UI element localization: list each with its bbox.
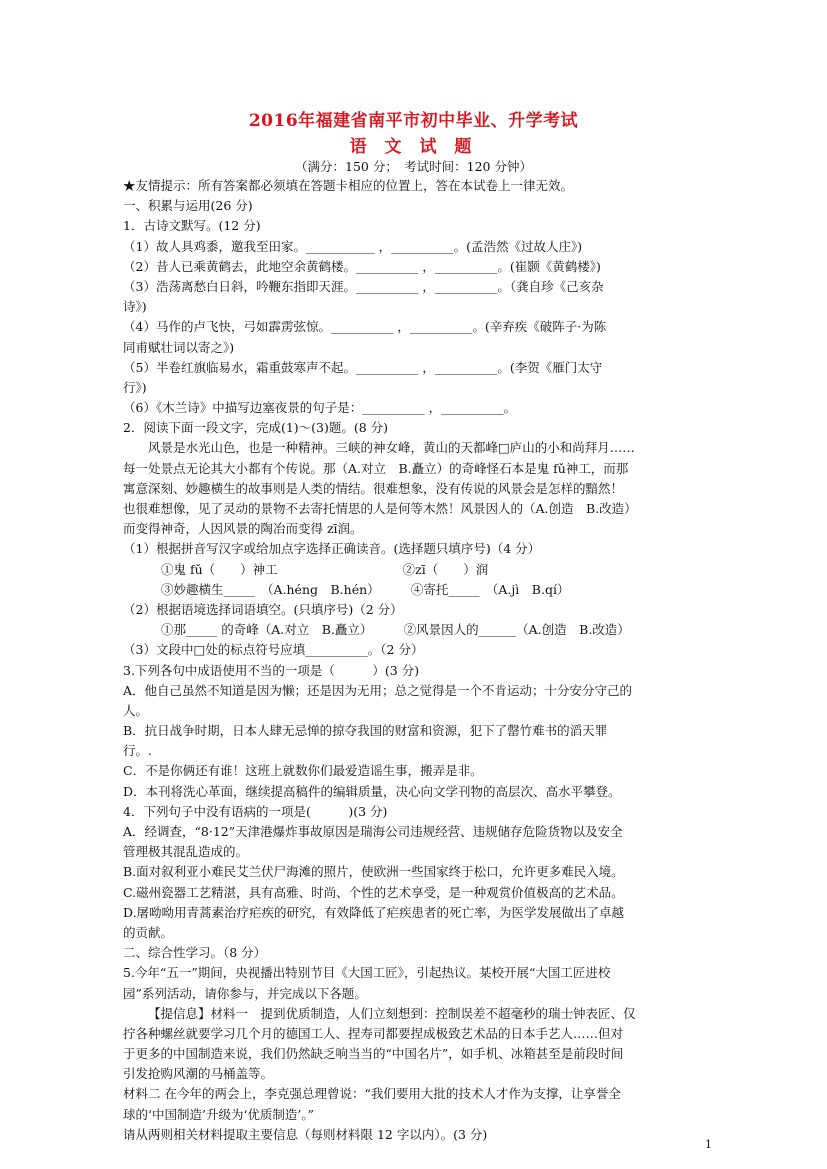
question-line: （1）根据拼音写汉字或给加点字选择正确读音。(选择题只填序号)（4 分） <box>123 541 541 557</box>
material-line: 材料二 在今年的两会上，李克强总理曾说：“我们要用大批的技术人才作为支撑，让享誉全 <box>123 1086 621 1102</box>
option-line: D．本刊将洗心革面，继续提高稿件的编辑质量，决心向文学刊物的高层次、高水平攀登。 <box>123 783 621 799</box>
tip-line: ★友情提示：所有答案都必须填在答题卡相应的位置上，答在本试卷上一律无效。 <box>123 178 574 193</box>
question-line: （3）浩荡离愁白日斜，吟鞭东指即天涯。__________ ，__________。（龚自珍《己亥杂 <box>123 278 604 294</box>
option-line: B．抗日战争时期，日本人肆无忌惮的掠夺我国的财富和资源，犯下了罄竹难书的滔天罪 <box>123 723 608 739</box>
option-line: 人。 <box>123 702 149 718</box>
question-line: （6）《木兰诗》中描写边塞夜景的句子是：__________ ，__________。 <box>123 400 517 416</box>
material-line: 【提信息】材料一 提到优质制造，人们立刻想到：控制误差不超毫秒的瑞士钟表匠、仅 <box>148 1005 636 1021</box>
question-line: 请从两则相关材料提取主要信息（每则材料限 12 字以内）。(3 分) <box>123 1126 488 1142</box>
question-line: （4）马作的卢飞快，弓如霹雳弦惊。__________ ，__________。(辛弃疾《破阵子·为陈 <box>123 319 607 335</box>
option-line: B.面对叙利亚小难民艾兰伏尸海滩的照片，使欧洲一些国家终于松口，允许更多难民入境。 <box>123 864 624 880</box>
exam-title: 2016年福建省南平市初中毕业、升学考试 <box>248 111 579 131</box>
exam-subject: 语 文 试 题 <box>349 137 478 157</box>
passage-line: 而变得神奇，人因风景的陶冶而变得 zī润。 <box>123 521 363 537</box>
option-line: A．经调查，“8·12”天津港爆炸事故原因是瑞海公司违规经营、违规储存危险货物以及安全 <box>123 824 623 839</box>
material-line: 拧各种螺丝就要学习几个月的德国工人、捏寿司都要捏成极致艺术品的日本手艺人……但对 <box>123 1025 624 1041</box>
exam-info: （满分：150 分； 考试时间：120 分钟） <box>295 159 532 174</box>
question-line: （2）根据语境选择词语填空。(只填序号)（2 分） <box>123 601 403 617</box>
question-line: （1）故人具鸡黍，邀我至田家。___________ ，__________。(孟浩然《过故人庄》) <box>123 238 583 254</box>
question-line: ③妙趣横生_____ （A.héng B.hén） ④寄托_____ （A.jì B.qí） <box>161 581 570 597</box>
question-line: 同甫赋壮词以寄之》) <box>123 339 235 355</box>
option-line: C.磁州瓷器工艺精湛，具有高雅、时尚、个性的艺术享受，是一种观赏价值极高的艺术品。 <box>123 884 624 900</box>
question-line: （5）半卷红旗临易水，霜重鼓寒声不起。__________ ，__________。(李贺《雁门太守 <box>123 359 603 375</box>
exam-body <box>123 176 723 1145</box>
question-heading: 2．阅读下面一段文字，完成(1)～(3)题。(8 分) <box>123 420 389 436</box>
material-line: 球的‘中国制造’升级为‘优质制造’。” <box>123 1106 315 1122</box>
question-heading: 3.下列各句中成语使用不当的一项是（ ）(3 分) <box>123 662 420 678</box>
page-number: 1 <box>705 1138 712 1151</box>
question-line: 园”系列活动，请你参与，并完成以下各题。 <box>123 985 367 1001</box>
passage-line: 风景是水光山色，也是一种精神。三峡的神女峰，黄山的天都峰□庐山的小和尚拜月…… <box>148 440 635 456</box>
question-line: （3）文段中□处的标点符号应填__________。（2 分） <box>123 642 424 658</box>
question-heading: 4．下列句子中没有语病的一项是( )(3 分) <box>123 803 388 819</box>
section-heading: 二、综合性学习。（8 分） <box>123 945 267 961</box>
option-line: 管理极其混乱造成的。 <box>123 844 249 860</box>
option-line: 的贡献。 <box>123 924 174 940</box>
question-line: （2）昔人已乘黄鹤去，此地空余黄鹤楼。__________ ，__________。(崔颢《黄鹤楼》) <box>123 258 601 274</box>
question-line: 行》) <box>123 379 147 395</box>
material-line: 引发抢购风潮的马桶盖等。 <box>123 1066 274 1082</box>
passage-line: 每一处景点无论其大小都有个传说。那（A.对立 B.矗立）的奇峰怪石本是鬼 fǔ神工，而那 <box>123 460 629 476</box>
option-line: A．他自己虽然不知道是因为懒；还是因为无用；总之觉得是一个不肯运动；十分安分守己的 <box>123 682 633 698</box>
question-heading: 1．古诗文默写。(12 分) <box>123 218 261 234</box>
question-line: ①鬼 fǔ（ ）神工 ②zī（ ）润 <box>161 561 489 577</box>
option-line: D.屠呦呦用青蒿素治疗疟疾的研究，有效降低了疟疾患者的死亡率，为医学发展做出了卓越 <box>123 904 625 920</box>
question-line: 诗》) <box>123 299 147 315</box>
question-line: ①那_____ 的奇峰（A.对立 B.矗立） ②风景因人的______（A.创造 B.改造） <box>161 622 630 638</box>
question-line: 5.今年“五一”期间，央视播出特别节目《大国工匠》，引起热议。某校开展“大国工匠进校 <box>123 965 611 981</box>
material-line: 于更多的中国制造来说，我们仍然缺乏响当当的“中国名片”，如手机、冰箱甚至是前段时间 <box>123 1046 624 1062</box>
section-heading: 一、积累与运用(26 分) <box>123 198 253 214</box>
passage-line: 寓意深刻、妙趣横生的故事则是人类的情结。很难想象，没有传说的风景会是怎样的黯然！ <box>123 480 624 496</box>
option-line: C．不是你俩还有谁！这班上就数你们最爱造谣生事，搬弄是非。 <box>123 763 483 779</box>
passage-line: 也很难想像，见了灵动的景物不去寄托情思的人是何等木然！风景因人的（A.创造 B.改造） <box>123 501 637 516</box>
option-line: 行。. <box>123 743 152 759</box>
